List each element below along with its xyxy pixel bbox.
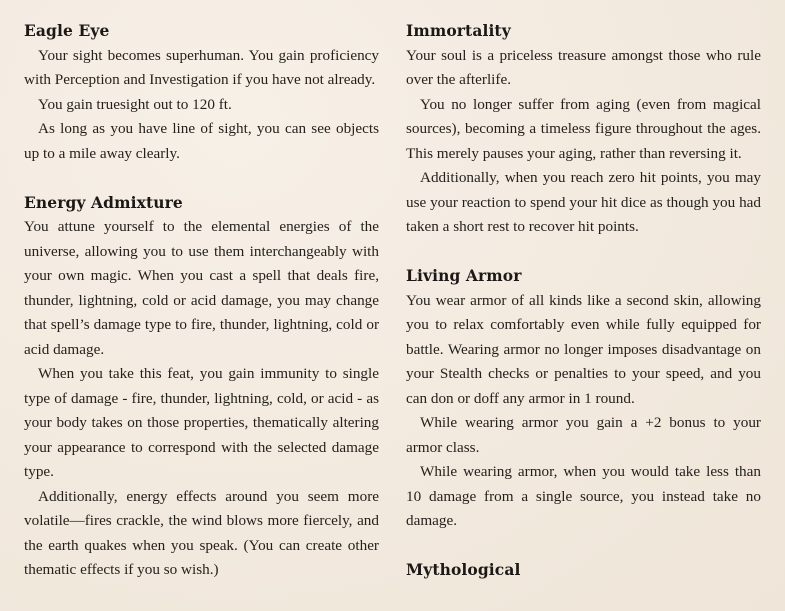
feat-paragraph: You wear armor of all kinds like a second skin, allowing you to relax comfortably even while fully equipped for battle. Wearing armor no longer imposes disadvantage on your Stealth checks or penalties to your speed, and you can don or doff any armor in 1 round.	[406, 291, 761, 407]
feat-paragraph: Your soul is a priceless treasure amongst those who rule over the afterlife.	[406, 46, 761, 88]
section-gap	[406, 240, 761, 265]
feat-paragraph: You gain truesight out to 120 ft.	[38, 95, 232, 113]
feat-title: Immortality	[406, 21, 511, 40]
section-gap	[406, 534, 761, 559]
feat-mythological	[406, 558, 761, 583]
feat-paragraph: While wearing armor, when you would take less than 10 damage from a single source, you instead take no damage.	[406, 463, 761, 529]
feat-title: Energy Admixture	[24, 192, 183, 212]
feat-paragraph: You attune yourself to the elemental energies of the universe, allowing you to use them interchangeably with your own magic. When you cast a spell that deals fire, thunder, lightning, cold or acid damage, you may change that spell’s damage type to fire, thunder, lightning, cold or acid damage.	[24, 218, 379, 358]
feat-paragraph: Your sight becomes superhuman. You gain proficiency with Perception and Investigation if you have not already.	[24, 46, 379, 88]
feat-immortality	[406, 19, 761, 240]
feat-paragraph: As long as you have line of sight, you can see objects up to a mile away clearly.	[24, 120, 379, 162]
feat-paragraph: Additionally, energy effects around you seem more volatile—fires crackle, the wind blows more fiercely, and the earth quakes when you speak. (You can create other thematic effects if you so wish.)	[24, 487, 379, 578]
feat-title: Living Armor	[406, 266, 522, 285]
feat-title: Mythological	[406, 560, 521, 579]
right-column	[406, 19, 761, 583]
feat-title: Eagle Eye	[24, 21, 110, 40]
feat-paragraph: When you take this feat, you gain immunity to single type of damage - fire, thunder, lightning, cold, or acid - as your body takes on those properties, thematically altering your appearance to correspond with the selected damage type.	[24, 365, 379, 480]
feat-living-armor	[406, 264, 761, 534]
section-gap	[24, 166, 379, 191]
left-column	[24, 19, 379, 583]
feat-paragraph: You no longer suffer from aging (even from magical sources), becoming a timeless figure throughout the ages. This merely pauses your aging, rather than reversing it.	[406, 95, 761, 162]
feat-paragraph: While wearing armor you gain a +2 bonus to your armor class.	[406, 414, 761, 456]
feat-paragraph: Additionally, when you reach zero hit points, you may use your reaction to spend your hit dice as though you had taken a short rest to recover hit points.	[406, 169, 761, 235]
feat-energy-admixture	[24, 191, 379, 583]
feat-eagle-eye	[24, 19, 379, 166]
